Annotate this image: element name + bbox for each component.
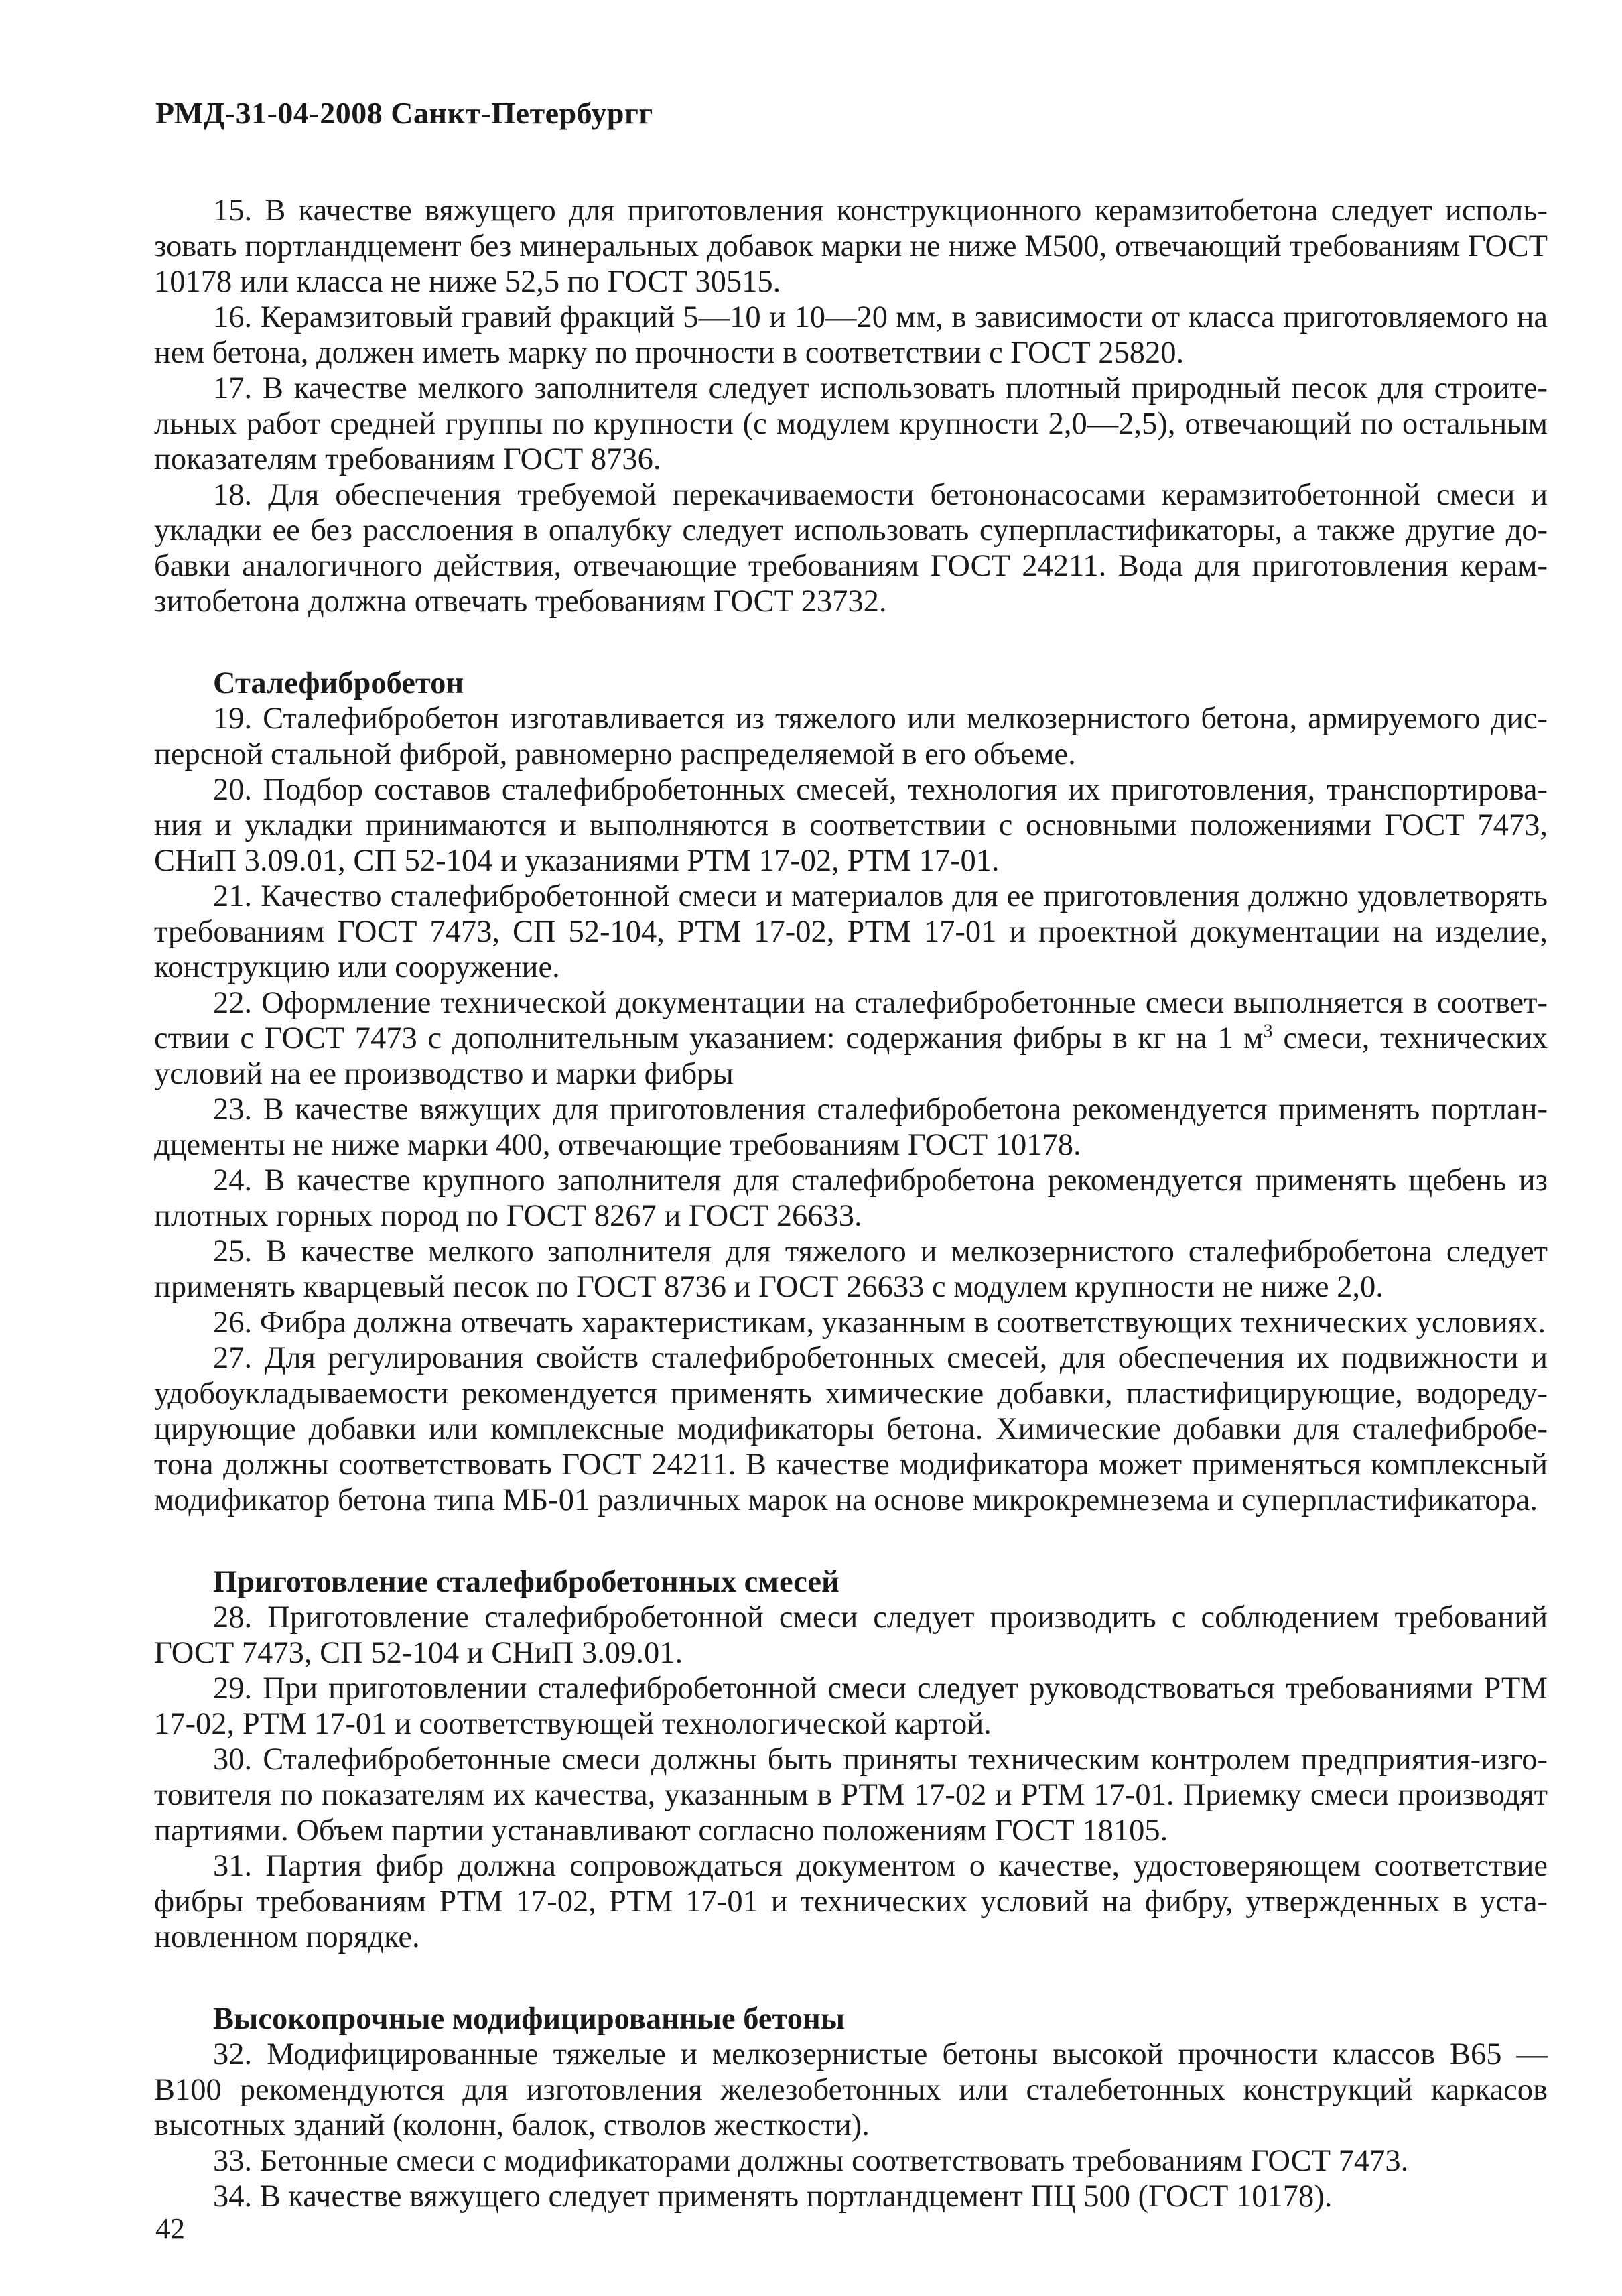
section-title-mix-preparation: Приготовление сталефибробетонных смесей <box>213 1565 839 1599</box>
paragraph-32: 32. Модифицированные тяжелые и мелкозернистые бетоны высокой прочности классов В65 — В100 рекомендуются для изготовления железобетонных или сталебетонных конструкций каркасов высотных зданий (колонн, балок, стволов жесткости). <box>154 2037 1548 2143</box>
paragraph-34: 34. В качестве вяжущего следует применять портландцемент ПЦ 500 (ГОСТ 10178). <box>213 2179 1333 2214</box>
paragraph-24: 24. В качестве крупного заполнителя для сталефибробетона рекомендуется применять щебень из плотных горных пород по ГОСТ 8267 и ГОСТ 26633. <box>154 1163 1548 1233</box>
paragraph-29: 29. При приготовлении сталефибробетонной смеси следует руководствоваться требованиями РТМ 17-02, РТМ 17-01 и соответствующей технологической картой. <box>154 1671 1548 1741</box>
running-title: РМД-31-04-2008 Санкт-Петербургг <box>155 96 653 130</box>
paragraph-26: 26. Фибра должна отвечать характеристикам, указанным в соответствующих технических условиях. <box>213 1305 1546 1340</box>
paragraph-21: 21. Качество сталефибробетонной смеси и материалов для ее приготовления должно удовлетворять требованиям ГОСТ 7473, СП 52-104, РТМ 17-02, РТМ 17-01 и проектной документации на изделие, конструкцию или сооружение. <box>154 879 1548 984</box>
paragraph-15: 15. В качестве вяжущего для приготовления конструкционного керамзитобетона следует использовать портландцемент без минеральных добавок марки не ниже М500, отвечающий требованиям ГОСТ 10178 или класса не ниже 52,5 по ГОСТ 30515. <box>154 194 1548 299</box>
section-title-high-strength-concrete: Высокопрочные модифицированные бетоны <box>213 2002 846 2036</box>
section-title-steel-fiber-concrete: Сталефибробетон <box>213 666 464 700</box>
paragraph-22 <box>154 985 1548 1092</box>
paragraph-22-text: 22. Оформление технической документации на сталефибробетонные смеси выполняется в соответствии с ГОСТ 7473 с дополнительным указанием: содержания фибры в кг на 1 м <box>154 986 1548 1056</box>
paragraph-22-text-end: смеси, технических условий на ее производство и марки фибры <box>154 1021 1548 1091</box>
paragraph-30: 30. Сталефибробетонные смеси должны быть приняты техническим контролем предприятия-изготовителя по показателям их качества, указанным в РТМ 17-02 и РТМ 17-01. Приемку смеси производят партиями. Объем партии устанавливают согласно положениям ГОСТ 18105. <box>154 1742 1548 1848</box>
paragraph-20: 20. Подбор составов сталефибробетонных смесей, технология их приготовления, транспортирования и укладки принимаются и выполняются в соответствии с основными положениями ГОСТ 7473, СНиП 3.09.01, СП 52-104 и указаниями РТМ 17-02, РТМ 17-01. <box>154 773 1548 878</box>
paragraph-18: 18. Для обеспечения требуемой перекачиваемости бетононасосами керамзитобетонной смеси и укладки ее без расслоения в опалубку следует использовать суперпластификаторы, а также другие добавки аналогичного действия, отвечающие требованиям ГОСТ 24211. Вода для приготовления керамзитобетона должна отвечать требованиям ГОСТ 23732. <box>154 478 1548 619</box>
paragraph-19: 19. Сталефибробетон изготавливается из тяжелого или мелкозернистого бетона, армируемого дисперсной стальной фиброй, равномерно распределяемой в его объеме. <box>154 702 1548 771</box>
paragraph-23: 23. В качестве вяжущих для приготовления сталефибробетона рекомендуется применять портландцементы не ниже марки 400, отвечающие требованиям ГОСТ 10178. <box>154 1092 1548 1162</box>
document-body <box>154 193 1548 2214</box>
paragraph-25: 25. В качестве мелкого заполнителя для тяжелого и мелкозернистого сталефибробетона следует применять кварцевый песок по ГОСТ 8736 и ГОСТ 26633 с модулем крупности не ниже 2,0. <box>154 1234 1548 1304</box>
paragraph-31: 31. Партия фибр должна сопровождаться документом о качестве, удостоверяющем соответствие фибры требованиям РТМ 17-02, РТМ 17-01 и технических условий на фибру, утвержденных в установленном порядке. <box>154 1849 1548 1954</box>
paragraph-17: 17. В качестве мелкого заполнителя следует использовать плотный природный песок для строительных работ средней группы по крупности (с модулем крупности 2,0—2,5), отвечающий по остальным показателям требованиям ГОСТ 8736. <box>154 371 1548 476</box>
paragraph-16: 16. Керамзитовый гравий фракций 5—10 и 10—20 мм, в зависимости от класса приготовляемого на нем бетона, должен иметь марку по прочности в соответствии с ГОСТ 25820. <box>154 300 1548 370</box>
paragraph-33: 33. Бетонные смеси с модификаторами должны соответствовать требованиям ГОСТ 7473. <box>213 2144 1409 2178</box>
page-number: 42 <box>155 2212 185 2245</box>
paragraph-28: 28. Приготовление сталефибробетонной смеси следует производить с соблюдением требований ГОСТ 7473, СП 52-104 и СНиП 3.09.01. <box>154 1600 1548 1670</box>
paragraph-27: 27. Для регулирования свойств сталефибробетонных смесей, для обеспечения их подвижности и удобоукладываемости рекомендуется применять химические добавки, пластифицирующие, водоредуцирующие добавки или комплексные модификаторы бетона. Химические добавки для сталефибробетона должны соответствовать ГОСТ 24211. В качестве модификатора может применяться комплексный модификатор бетона типа МБ-01 различных марок на основе микрокремнезема и суперпластификатора. <box>154 1341 1548 1517</box>
cubic-superscript: 3 <box>1263 1021 1273 1042</box>
